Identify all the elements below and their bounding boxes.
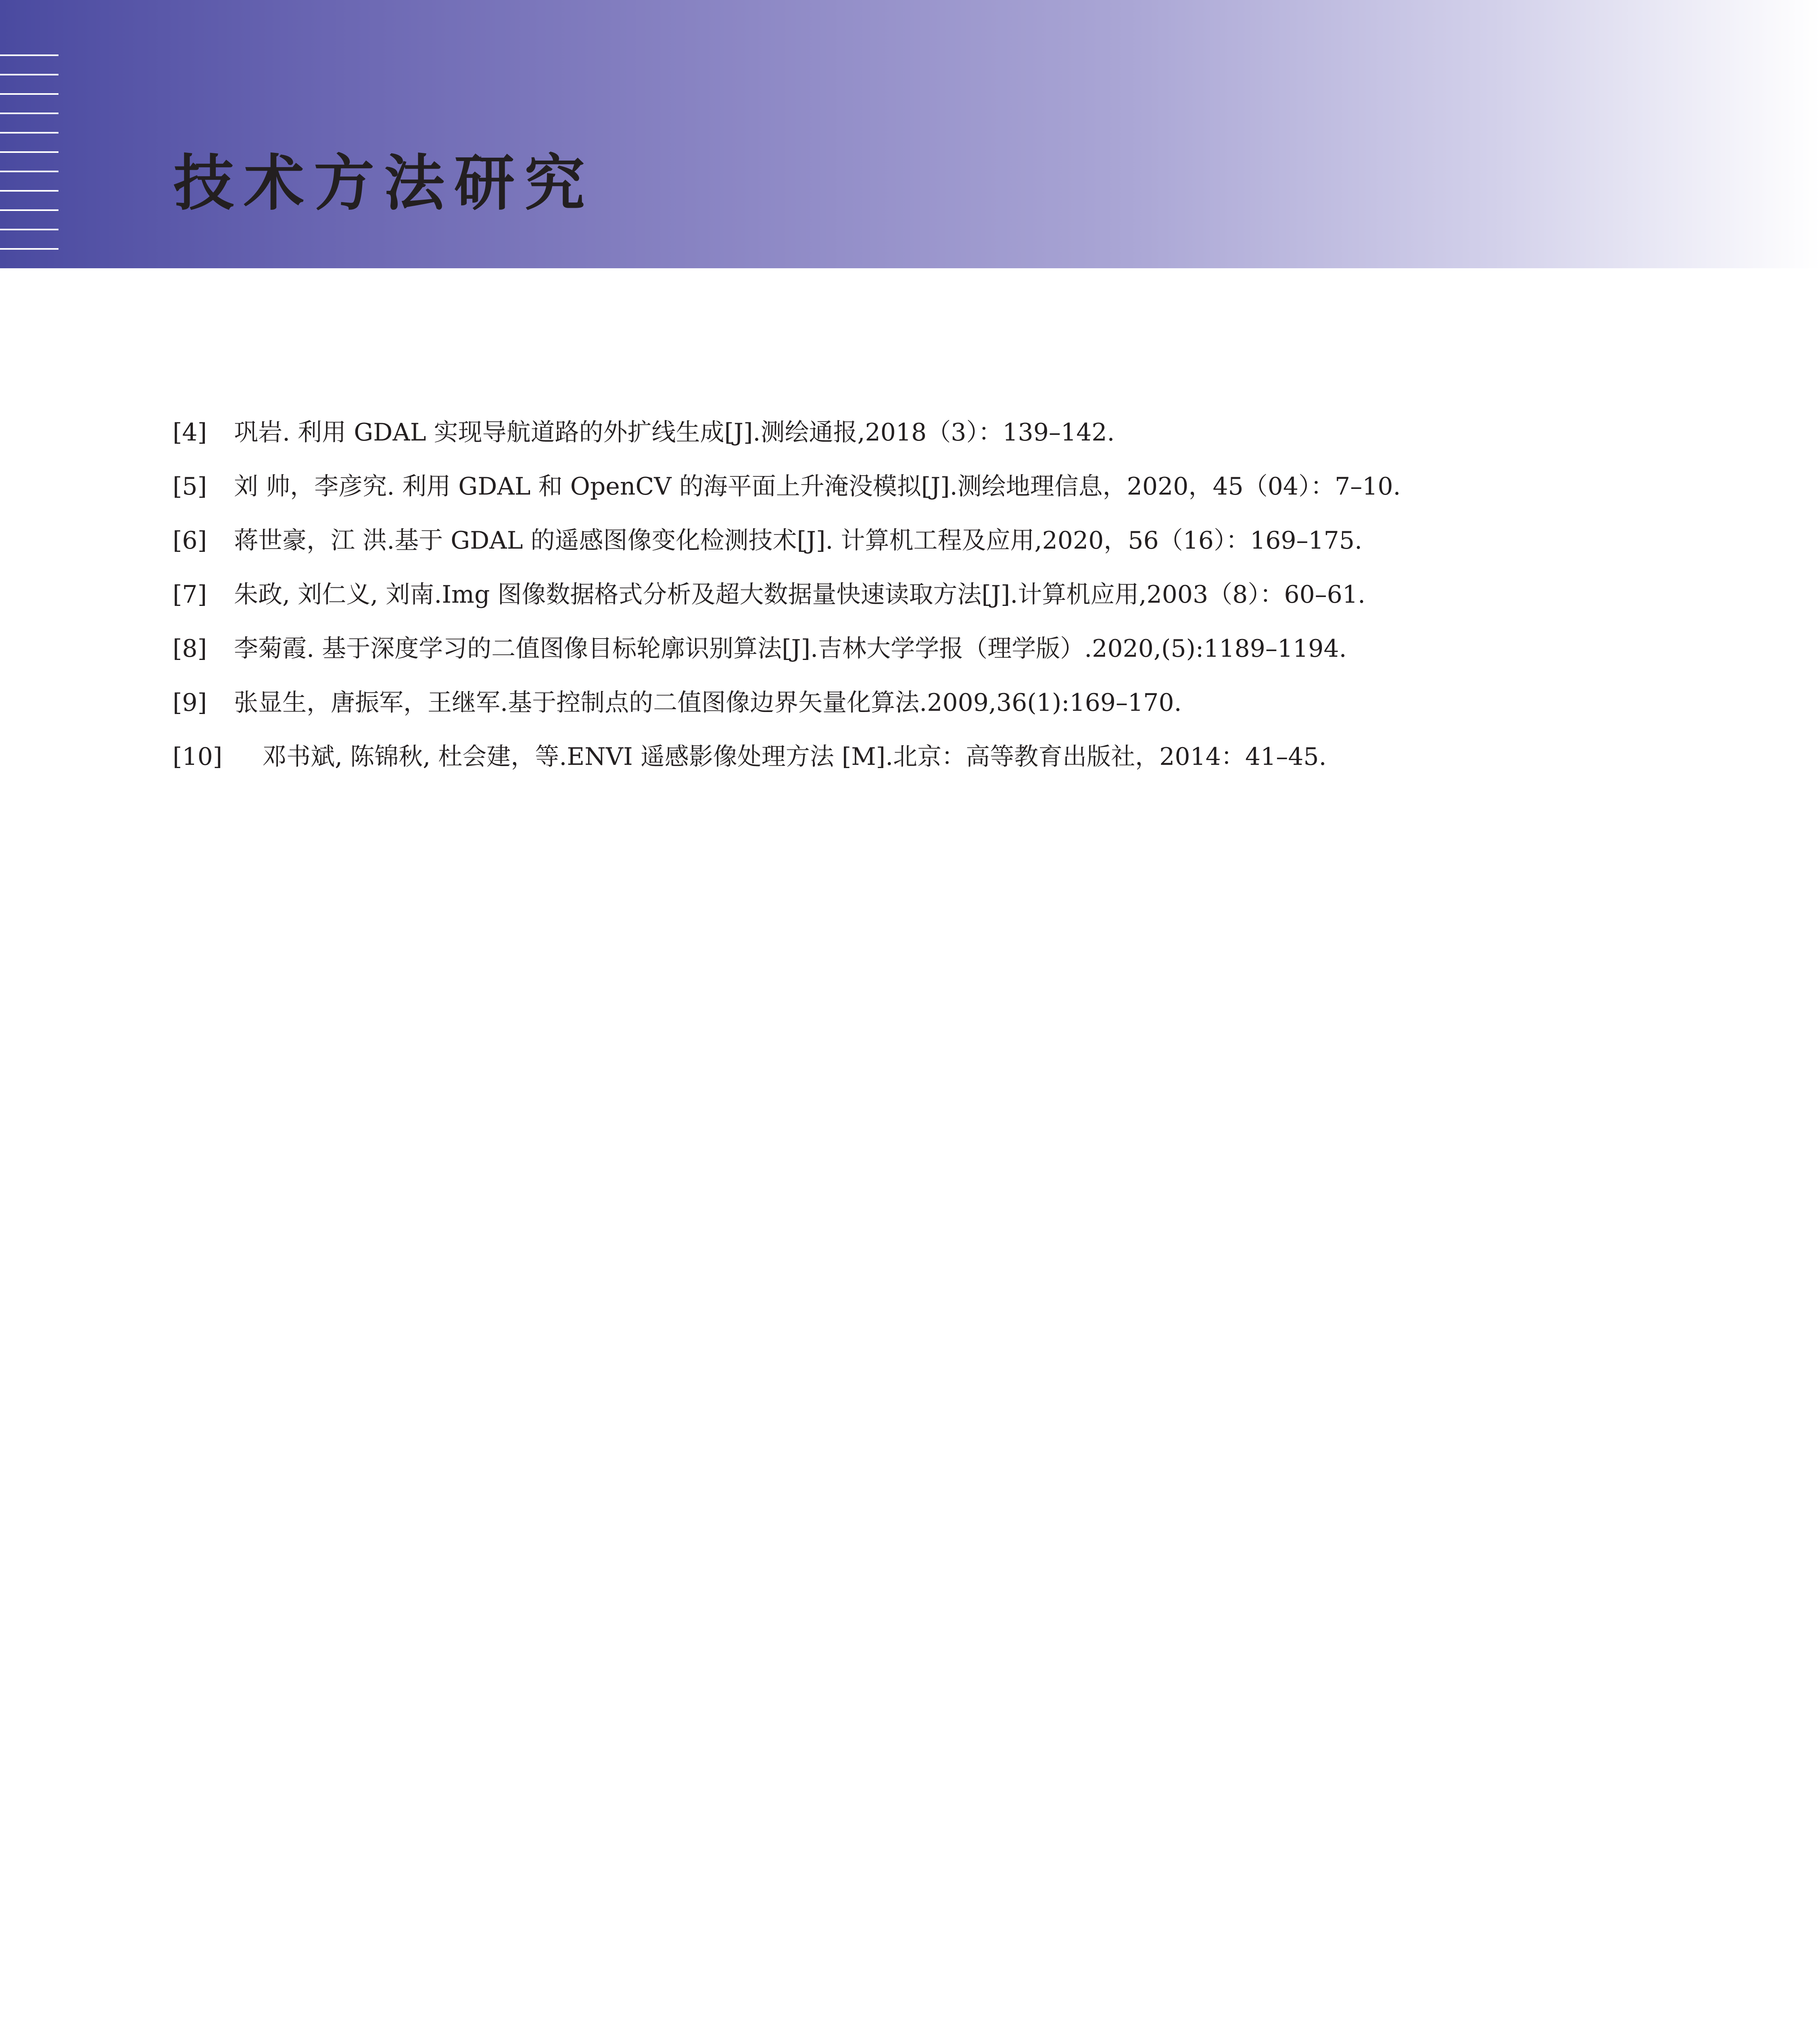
reference-number: [8]	[173, 635, 207, 663]
header-band	[0, 0, 1820, 268]
reference-number: [4]	[173, 418, 207, 447]
reference-text: 张显生，唐振军，王继军.基于控制点的二值图像边界矢量化算法.2009,36(1):169–170.	[234, 689, 1182, 717]
reference-item	[173, 568, 1665, 622]
reference-item	[173, 459, 1665, 514]
reference-item	[173, 676, 1665, 730]
reference-item	[173, 730, 1665, 784]
reference-number: [6]	[173, 526, 207, 555]
reference-text: 朱政, 刘仁义, 刘南.Img 图像数据格式分析及超大数据量快速读取方法[J].计算机应用,2003（8）：60–61.	[234, 580, 1366, 609]
reference-text: 邓书斌, 陈锦秋, 杜会建，等.ENVI 遥感影像处理方法 [M].北京：高等教育出版社，2014：41–45.	[262, 743, 1327, 771]
reference-list	[173, 405, 1665, 784]
reference-text: 蒋世豪，江 洪.基于 GDAL 的遥感图像变化检测技术[J]. 计算机工程及应用,2020，56（16）：169–175.	[234, 526, 1363, 555]
reference-number: [7]	[173, 580, 207, 609]
reference-text: 李菊霞. 基于深度学习的二值图像目标轮廓识别算法[J].吉林大学学报（理学版）.2020,(5):1189–1194.	[234, 635, 1347, 663]
reference-item	[173, 514, 1665, 568]
reference-text: 刘 帅，李彦究. 利用 GDAL 和 OpenCV 的海平面上升淹没模拟[J].测绘地理信息，2020，45（04）：7–10.	[234, 472, 1401, 501]
section-title: 技术方法研究	[173, 148, 595, 219]
reference-number: [10]	[173, 743, 223, 771]
reference-text: 巩岩. 利用 GDAL 实现导航道路的外扩线生成[J].测绘通报,2018（3）：139–142.	[234, 418, 1115, 447]
reference-item	[173, 622, 1665, 676]
header-decorative-lines	[0, 54, 58, 256]
reference-item	[173, 405, 1665, 459]
reference-number: [5]	[173, 472, 207, 501]
reference-number: [9]	[173, 689, 207, 717]
